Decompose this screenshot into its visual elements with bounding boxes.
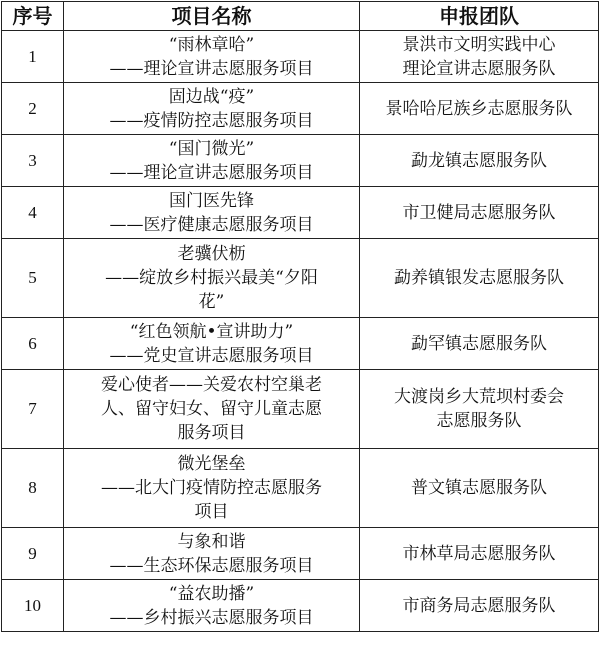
row-project-name [64, 318, 360, 370]
project-name-line: 与象和谐 [177, 531, 246, 552]
project-name-line: 花” [198, 292, 225, 312]
table-row [2, 83, 599, 135]
project-name-line: 国门医先锋 [169, 190, 254, 211]
table-row [2, 31, 599, 83]
team-name-line: 市卫健局志愿服务队 [402, 202, 556, 223]
project-name-line: ——绽放乡村振兴最美“夕阳 [105, 268, 318, 288]
project-name-line: ——医疗健康志愿服务项目 [109, 214, 314, 235]
row-project-name [64, 31, 360, 83]
table-row [2, 370, 599, 449]
project-name-line: 微光堡垒 [177, 454, 246, 474]
team-name-line: 大渡岗乡大荒坝村委会 [394, 387, 564, 407]
row-seq: 1 [2, 31, 64, 83]
project-name-line: 老骥伏枥 [177, 244, 246, 264]
row-team [360, 528, 599, 580]
project-name-line: 服务项目 [177, 423, 246, 443]
table-row [2, 135, 599, 187]
row-seq: 8 [2, 449, 64, 528]
header-seq: 序号 [2, 2, 64, 31]
project-name-line: ——理论宣讲志愿服务项目 [109, 162, 314, 183]
project-name-line: ——北大门疫情防控志愿服务 [101, 478, 322, 498]
row-project-name [64, 528, 360, 580]
team-name-line: 普文镇志愿服务队 [411, 478, 547, 498]
row-team [360, 31, 599, 83]
project-name-line: ——疫情防控志愿服务项目 [109, 110, 314, 131]
table-row [2, 580, 599, 632]
row-project-name [64, 580, 360, 632]
team-name-line: 景洪市文明实践中心 [402, 34, 556, 55]
row-project-name [64, 370, 360, 449]
row-project-name [64, 187, 360, 239]
row-project-name [64, 449, 360, 528]
row-team [360, 449, 599, 528]
row-team [360, 318, 599, 370]
team-name-line: 市商务局志愿服务队 [402, 595, 556, 616]
row-project-name [64, 83, 360, 135]
table-body [2, 31, 599, 632]
table-row [2, 187, 599, 239]
row-seq: 6 [2, 318, 64, 370]
project-name-line: ——党史宣讲志愿服务项目 [109, 345, 314, 366]
row-seq: 10 [2, 580, 64, 632]
row-team [360, 370, 599, 449]
row-seq: 5 [2, 239, 64, 318]
table-row [2, 239, 599, 318]
row-seq: 2 [2, 83, 64, 135]
table-header-row [2, 2, 599, 31]
volunteer-project-table [1, 1, 599, 632]
header-project-name: 项目名称 [64, 2, 360, 31]
table-row [2, 318, 599, 370]
project-name-line: “红色领航•宣讲助力” [129, 321, 294, 342]
project-name-line: “国门微光” [168, 138, 255, 159]
table-row [2, 528, 599, 580]
header-team: 申报团队 [360, 2, 599, 31]
team-name-line: 景哈哈尼族乡志愿服务队 [385, 98, 573, 119]
row-team [360, 83, 599, 135]
project-name-line: 固边战“疫” [168, 86, 255, 107]
project-name-line: 爱心使者——关爱农村空巢老 [101, 375, 322, 395]
row-team [360, 239, 599, 318]
table-row [2, 449, 599, 528]
team-name-line: 勐龙镇志愿服务队 [411, 150, 547, 171]
row-team [360, 580, 599, 632]
project-name-line: “益农助播” [168, 583, 255, 604]
team-name-line: 勐养镇银发志愿服务队 [394, 268, 564, 288]
team-name-line: 理论宣讲志愿服务队 [402, 58, 556, 79]
row-project-name [64, 135, 360, 187]
project-name-line: 项目 [194, 502, 229, 522]
team-name-line: 市林草局志愿服务队 [402, 543, 556, 564]
row-seq: 3 [2, 135, 64, 187]
project-name-line: ——乡村振兴志愿服务项目 [109, 607, 314, 628]
row-seq: 7 [2, 370, 64, 449]
project-name-line: ——理论宣讲志愿服务项目 [109, 58, 314, 79]
project-name-line: ——生态环保志愿服务项目 [109, 555, 314, 576]
project-name-line: “雨林章哈” [168, 34, 255, 55]
row-team [360, 187, 599, 239]
project-name-line: 人、留守妇女、留守儿童志愿 [101, 399, 322, 419]
row-team [360, 135, 599, 187]
row-project-name [64, 239, 360, 318]
row-seq: 4 [2, 187, 64, 239]
team-name-line: 勐罕镇志愿服务队 [411, 333, 547, 354]
team-name-line: 志愿服务队 [436, 411, 522, 431]
row-seq: 9 [2, 528, 64, 580]
